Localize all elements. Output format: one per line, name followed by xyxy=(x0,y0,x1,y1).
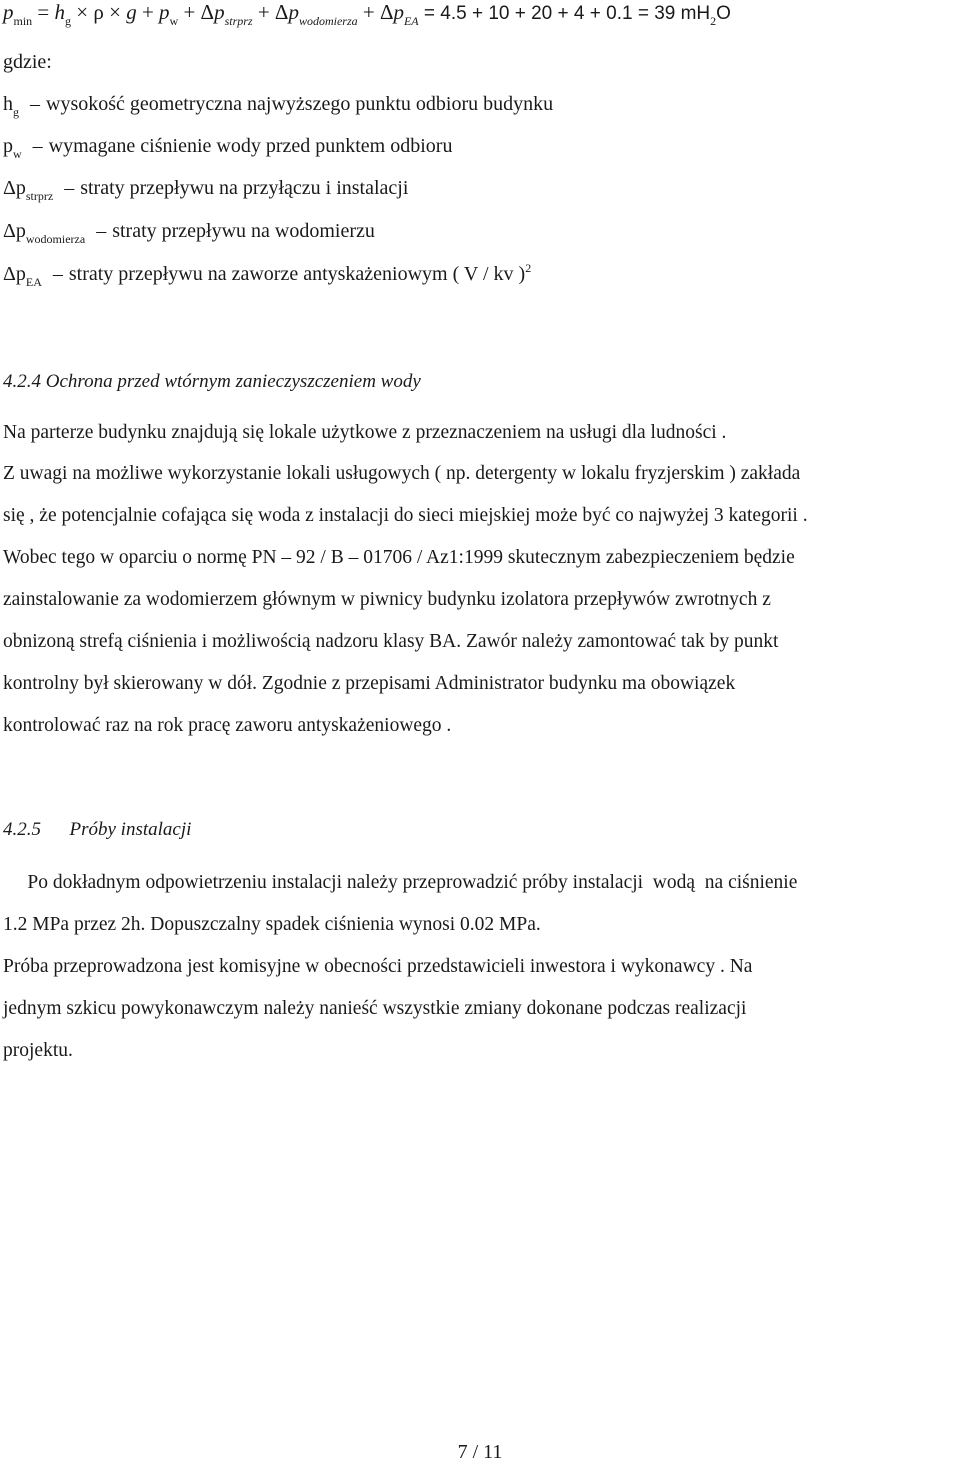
paragraph-line: zainstalowanie za wodomierzem głównym w piwnicy budynku izolatora przepływów zwrotnych z xyxy=(3,589,771,610)
formula-delta: Δ xyxy=(200,0,215,24)
legend-item-pw xyxy=(3,134,452,160)
legend-item-pwodomierza xyxy=(3,219,375,245)
paragraph-line: projektu. xyxy=(3,1040,73,1061)
formula-p-min: p xyxy=(3,0,14,24)
formula-plus: + xyxy=(257,0,270,24)
legend-sup: 2 xyxy=(525,261,532,275)
legend-desc: straty przepływu na zaworze antyskażeniowym ( V / kv ) xyxy=(68,263,526,285)
paragraph-line: Wobec tego w oparciu o normę PN – 92 / B – 01706 / Az1:1999 skutecznym zabezpieczeniem będzie xyxy=(3,547,795,568)
paragraph-line: jednym szkicu powykonawczym należy nanieść wszystkie zmiany dokonane podczas realizacji xyxy=(3,998,747,1019)
formula-sub: strprz xyxy=(224,14,253,28)
formula-sub: 2 xyxy=(710,14,717,28)
section-heading-424: 4.2.4 Ochrona przed wtórnym zanieczyszczeniem wody xyxy=(3,371,421,392)
legend-sub: wodomierza xyxy=(25,232,86,246)
paragraph-line: kontrolny był skierowany w dół. Zgodnie z przepisami Administrator budynku ma obowiązek xyxy=(3,673,736,694)
legend-symbol: p xyxy=(15,177,26,199)
paragraph-line: Z uwagi na możliwe wykorzystanie lokali usługowych ( np. detergenty w lokalu fryzjerskim ) zakłada xyxy=(3,463,801,484)
formula-p-ea: p xyxy=(393,0,404,24)
legend-delta: Δ xyxy=(3,263,16,285)
formula-rho: ρ xyxy=(93,0,104,24)
legend-desc: straty przepływu na wodomierzu xyxy=(112,220,375,242)
paragraph-line: 1.2 MPa przez 2h. Dopuszczalny spadek ciśnienia wynosi 0.02 MPa. xyxy=(3,914,541,935)
formula-delta: Δ xyxy=(274,0,289,24)
legend-sub: g xyxy=(13,105,19,119)
formula-sub: wodomierza xyxy=(298,14,358,28)
paragraph-line: kontrolować raz na rok pracę zaworu antyskażeniowego . xyxy=(3,715,452,736)
legend-sub: EA xyxy=(25,275,42,289)
formula-result: = 4.5 + 10 + 20 + 4 + 0.1 = 39 mH xyxy=(423,3,711,24)
formula-sub: min xyxy=(13,14,33,28)
legend-sub: w xyxy=(13,147,22,161)
legend-sub: strprz xyxy=(25,189,54,203)
legend-delta: Δ xyxy=(3,220,16,242)
formula-plus: + xyxy=(183,0,196,24)
legend-item-hg xyxy=(3,92,553,118)
paragraph-line: Próba przeprowadzona jest komisyjne w obecności przedstawicieli inwestora i wykonawcy . Na xyxy=(3,956,753,977)
formula-p-strprz: p xyxy=(214,0,225,24)
paragraph-line: się , że potencjalnie cofająca się woda z instalacji do sieci miejskiej może być co najwyżej 3 kategorii . xyxy=(3,505,808,526)
formula-h: h xyxy=(54,0,66,24)
formula-delta: Δ xyxy=(379,0,394,24)
formula-plus: + xyxy=(362,0,375,24)
legend-desc: wysokość geometryczna najwyższego punktu odbioru budynku xyxy=(46,93,554,115)
section-heading-425: 4.2.5 Próby instalacji xyxy=(3,819,192,840)
formula-times: × xyxy=(109,0,121,24)
formula-pw: p xyxy=(159,0,170,24)
legend-delta: Δ xyxy=(3,177,16,199)
legend-intro: gdzie: xyxy=(3,51,52,73)
legend-item-pstrprz xyxy=(3,176,408,202)
legend-dash: – xyxy=(64,177,75,199)
formula-sub: w xyxy=(169,14,179,28)
formula-g: g xyxy=(126,0,137,24)
legend-item-pea xyxy=(3,262,531,288)
formula-result-end: O xyxy=(716,3,731,24)
legend-dash: – xyxy=(32,135,43,157)
paragraph-line: obnizoną strefą ciśnienia i możliwością nadzoru klasy BA. Zawór należy zamontować tak by punkt xyxy=(3,631,779,652)
formula-sub: g xyxy=(65,14,72,28)
formula-p-wodomierza: p xyxy=(288,0,299,24)
formula-line xyxy=(3,0,731,27)
legend-desc: wymagane ciśnienie wody przed punktem odbioru xyxy=(48,135,453,157)
paragraph-line: Na parterze budynku znajdują się lokale użytkowe z przeznaczeniem na usługi dla ludności . xyxy=(3,422,727,443)
legend-symbol: p xyxy=(3,135,13,157)
formula-times: × xyxy=(76,0,89,24)
formula-eq: = xyxy=(37,0,50,24)
legend-dash: – xyxy=(30,93,40,115)
legend-dash: – xyxy=(52,263,63,285)
formula-plus: + xyxy=(141,0,154,24)
paragraph-line: Po dokładnym odpowietrzeniu instalacji należy przeprowadzić próby instalacji wodą na ciśnienie xyxy=(3,872,798,893)
legend-dash: – xyxy=(96,220,107,242)
legend-symbol: p xyxy=(15,220,26,242)
legend-desc: straty przepływu na przyłączu i instalacji xyxy=(80,177,409,199)
legend-symbol: p xyxy=(15,263,26,285)
page-number: 7 / 11 xyxy=(457,1441,503,1463)
formula-sub: EA xyxy=(403,14,419,28)
legend-symbol: h xyxy=(3,93,13,115)
